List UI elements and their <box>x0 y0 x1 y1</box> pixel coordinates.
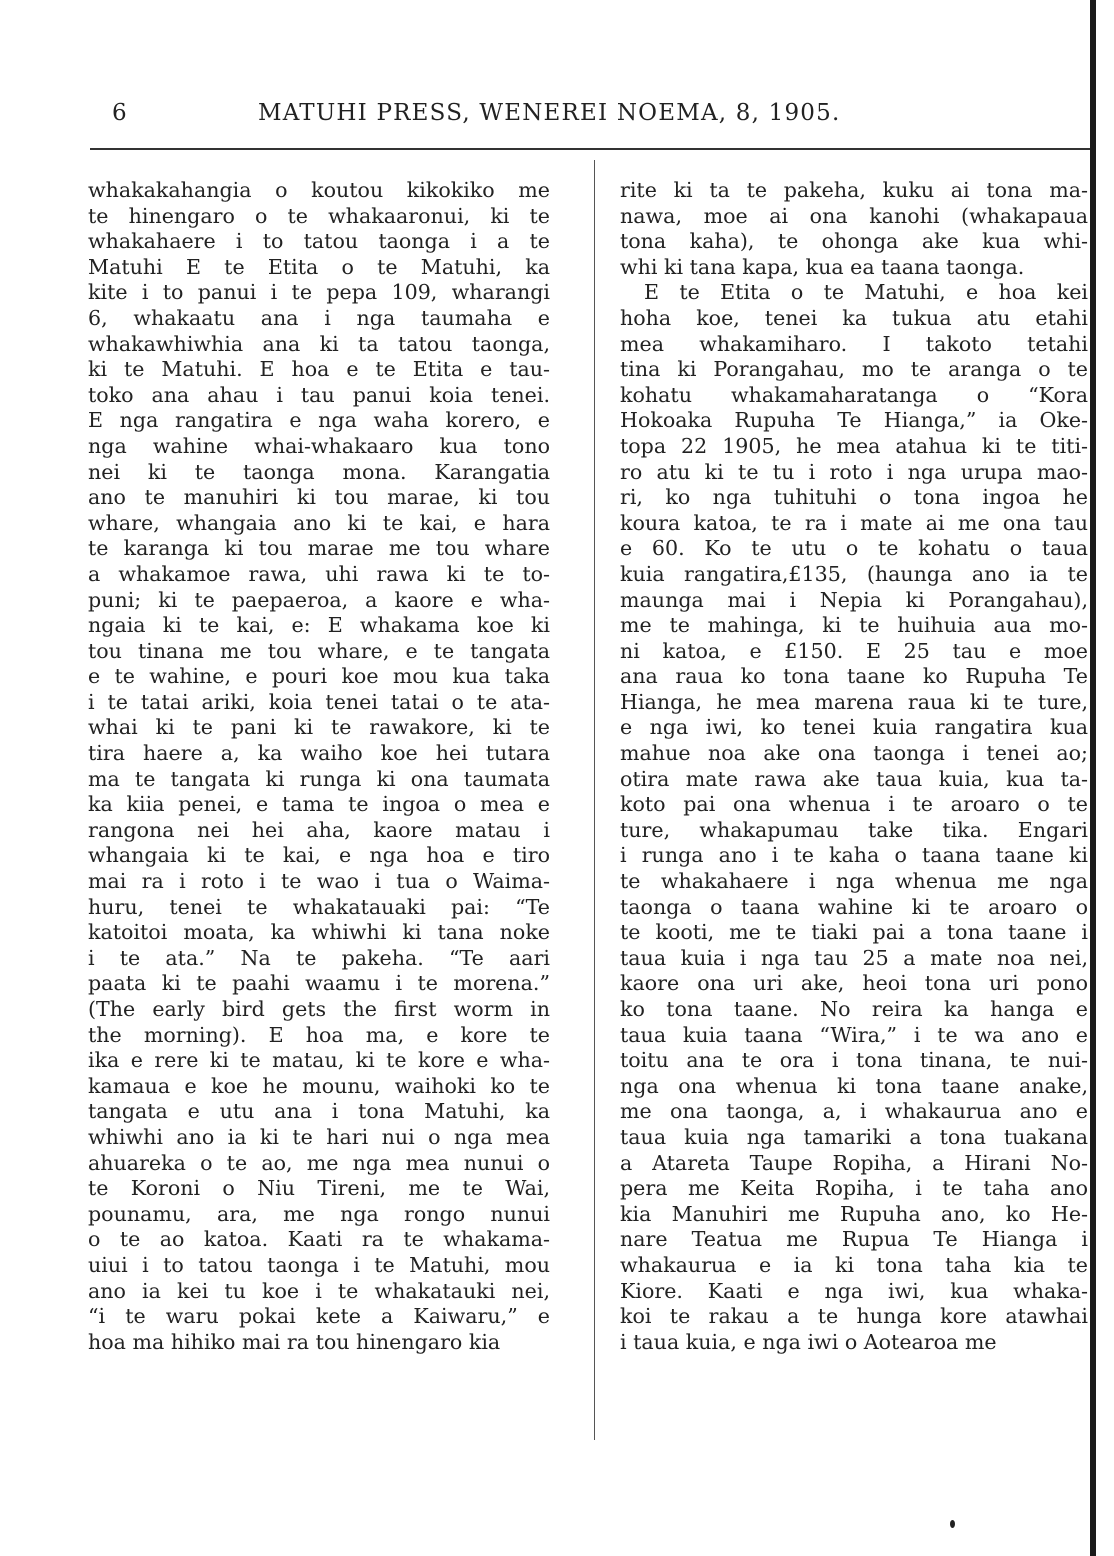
text-line: taua kuia taana “Wira,” i te wa ano e <box>620 1022 1088 1047</box>
right-column <box>620 178 1088 1355</box>
text-line: ngaia ki te kai, e: E whakama koe ki <box>88 613 550 638</box>
text-line: E nga rangatira e nga waha korero, e <box>88 408 550 433</box>
text-line: nare Teatua me Rupua Te Hianga i <box>620 1227 1088 1252</box>
page-number: 6 <box>112 100 128 126</box>
text-line: e nga iwi, ko tenei kuia rangatira kua <box>620 715 1088 740</box>
text-line: Hokoaka Rupuha Te Hianga,” ia Oke- <box>620 408 1088 433</box>
text-line: ni katoa, e £150. E 25 tau e moe <box>620 638 1088 663</box>
text-line: whakakahangia o koutou kikokiko me <box>88 178 550 202</box>
masthead: MATUHI PRESS, WENEREI NOEMA, 8, 1905. <box>258 100 841 126</box>
text-line: (The early bird gets the first worm in <box>88 997 550 1021</box>
text-line: whai ki te pani ki te rawakore, ki te <box>88 715 550 740</box>
text-line: tangata e utu ana i tona Matuhi, ka <box>88 1099 550 1124</box>
text-line: koura katoa, te ra i mate ai me ona tau <box>620 510 1088 535</box>
text-line: Kiore. Kaati e nga iwi, kua whaka- <box>620 1278 1088 1303</box>
text-line: ahuareka o te ao, me nga mea nunui o <box>88 1150 550 1175</box>
text-line: toko ana ahau i tau panui koia tenei. <box>88 382 550 407</box>
text-line: e 60. Ko te utu o te kohatu o taua <box>620 536 1088 561</box>
text-line: i te ata.” Na te pakeha. “Te aari <box>88 945 550 970</box>
text-line: tou tinana me tou whare, e te tangata <box>88 638 550 663</box>
text-line: nei ki te taonga mona. Karangatia <box>88 459 550 484</box>
text-line: whakaurua e ia ki tona taha kia te <box>620 1252 1088 1277</box>
text-line: hoa ma hihiko mai ra tou hinengaro kia <box>88 1329 501 1354</box>
text-line: whakawhiwhia ana ki ta tatou taonga, <box>88 331 550 356</box>
text-line: whangaia ki te kai, e nga hoa e tiro <box>88 843 550 868</box>
text-line: the morning). E hoa ma, e kore te <box>88 1022 550 1047</box>
text-line: te karanga ki tou marae me tou whare <box>88 536 550 561</box>
text-line: a Atareta Taupe Ropiha, a Hirani No- <box>620 1150 1088 1175</box>
text-line: E te Etita o te Matuhi, e hoa kei <box>644 280 1088 305</box>
text-line: kamaua e koe he mounu, waihoki ko te <box>88 1073 550 1098</box>
text-line: paata ki te paahi waamu i te morena.” <box>88 971 550 996</box>
text-line: “i te waru pokai kete a Kaiwaru,” e <box>88 1304 550 1329</box>
text-line: mahue noa ake ona taonga i tenei ao; <box>620 741 1088 766</box>
ink-mark <box>950 1520 955 1528</box>
text-line: whi ki tana kapa, kua ea taana taonga. <box>620 254 1025 279</box>
text-line: koto pai ona whenua i te aroaro o te <box>620 792 1088 817</box>
text-line: a whakamoe rawa, uhi rawa ki te to- <box>88 561 550 586</box>
text-line: kaore ona uri ake, heoi tona uri pono <box>620 971 1088 996</box>
text-line: te Koroni o Niu Tireni, me te Wai, <box>88 1176 550 1201</box>
text-line: otira mate rawa ake taua kuia, kua ta- <box>620 766 1088 791</box>
page-edge <box>1090 0 1096 1556</box>
text-line: me ona taonga, a, i whakaurua ano e <box>620 1099 1088 1124</box>
text-line: ko tona taane. No reira ka hanga e <box>620 997 1088 1021</box>
text-line: taonga o taana wahine ki te aroaro o <box>620 894 1088 919</box>
text-line: whakahaere i to tatou taonga i a te <box>88 229 550 254</box>
header-rule <box>90 148 1090 150</box>
text-line: te kooti, me te tiaki pai a tona taane i <box>620 920 1088 945</box>
page-header <box>90 100 1090 132</box>
text-line: maunga mai i Nepia ki Porangahau), <box>620 587 1088 612</box>
text-line: ano ia kei tu koe i te whakatauki nei, <box>88 1278 550 1303</box>
text-line: e te wahine, e pouri koe mou kua taka <box>88 664 550 689</box>
text-line: nawa, moe ai ona kanohi (whakapaua <box>620 203 1088 228</box>
text-line: kite i to panui i te pepa 109, wharangi <box>88 280 550 305</box>
text-line: kia Manuhiri me Rupuha ano, ko He- <box>620 1201 1088 1226</box>
text-line: rangona nei hei aha, kaore matau i <box>88 817 550 842</box>
text-line: ana raua ko tona taane ko Rupuha Te <box>620 664 1088 689</box>
text-line: tira haere a, ka waiho koe hei tutara <box>88 741 550 766</box>
text-line: me te mahinga, ki te huihuia aua mo- <box>620 613 1088 638</box>
text-line: ano te manuhiri ki tou marae, ki tou <box>88 485 550 510</box>
text-line: ika e rere ki te matau, ki te kore e wha- <box>88 1048 550 1073</box>
text-line: huru, tenei te whakatauaki pai: “Te <box>88 894 550 919</box>
text-line: hoha koe, tenei ka tukua atu etahi <box>620 305 1088 330</box>
text-line: uiui i to tatou taonga i te Matuhi, mou <box>88 1252 550 1277</box>
text-line: i taua kuia, e nga iwi o Aotearoa me <box>620 1329 997 1354</box>
text-line: whare, whangaia ano ki te kai, e hara <box>88 510 550 535</box>
left-column <box>88 178 550 1355</box>
text-line: ture, whakapumau take tika. Engari <box>620 817 1088 842</box>
text-line: ki te Matuhi. E hoa e te Etita e tau- <box>88 357 550 382</box>
text-line: i te tatai ariki, koia tenei tatai o te ata- <box>88 689 550 714</box>
text-line: nga wahine whai-whakaaro kua tono <box>88 433 550 458</box>
text-line: ri, ko nga tuhituhi o tona ingoa he <box>620 485 1088 510</box>
text-line: o te ao katoa. Kaati ra te whakama- <box>88 1227 550 1252</box>
text-line: pounamu, ara, me nga rongo nunui <box>88 1201 550 1226</box>
text-line: nga ona whenua ki tona taane anake, <box>620 1073 1088 1098</box>
text-line: ma te tangata ki runga ki ona taumata <box>88 766 550 791</box>
text-line: taua kuia i nga tau 25 a mate noa nei, <box>620 945 1088 970</box>
text-line: tona kaha), te ohonga ake kua whi- <box>620 229 1088 254</box>
text-line: toitu ana te ora i tona tinana, te nui- <box>620 1048 1088 1073</box>
text-line: koi te rakau a te hunga kore atawhai <box>620 1304 1088 1329</box>
text-line: mai ra i roto i te wao i tua o Waima- <box>88 869 550 894</box>
text-line: rite ki ta te pakeha, kuku ai tona ma- <box>620 178 1088 202</box>
column-divider <box>594 160 595 1440</box>
text-line: katoitoi moata, ka whiwhi ki tana noke <box>88 920 550 945</box>
text-line: te whakahaere i nga whenua me nga <box>620 869 1088 894</box>
text-line: mea whakamiharo. I takoto tetahi <box>620 331 1088 356</box>
text-line: tina ki Porangahau, mo te aranga o te <box>620 357 1088 382</box>
text-line: ka kiia penei, e tama te ingoa o mea e <box>88 792 550 817</box>
text-line: Matuhi E te Etita o te Matuhi, ka <box>88 254 550 279</box>
text-line: i runga ano i te kaha o taana taane ki <box>620 843 1088 868</box>
text-line: kohatu whakamaharatanga o “Kora <box>620 382 1088 407</box>
text-line: 6, whakaatu ana i nga taumaha e <box>88 305 550 330</box>
text-line: puni; ki te paepaeroa, a kaore e wha- <box>88 587 550 612</box>
text-line: Hianga, he mea marena raua ki te ture, <box>620 689 1088 714</box>
text-line: taua kuia nga tamariki a tona tuakana <box>620 1124 1088 1149</box>
text-line: kuia rangatira,£135, (haunga ano ia te <box>620 561 1088 586</box>
text-line: whiwhi ano ia ki te hari nui o nga mea <box>88 1124 550 1149</box>
text-line: pera me Keita Ropiha, i te taha ano <box>620 1176 1088 1201</box>
text-line: ro atu ki te tu i roto i nga urupa mao- <box>620 459 1088 484</box>
text-line: topa 22 1905, he mea atahua ki te titi- <box>620 433 1088 458</box>
text-line: te hinengaro o te whakaaronui, ki te <box>88 203 550 228</box>
